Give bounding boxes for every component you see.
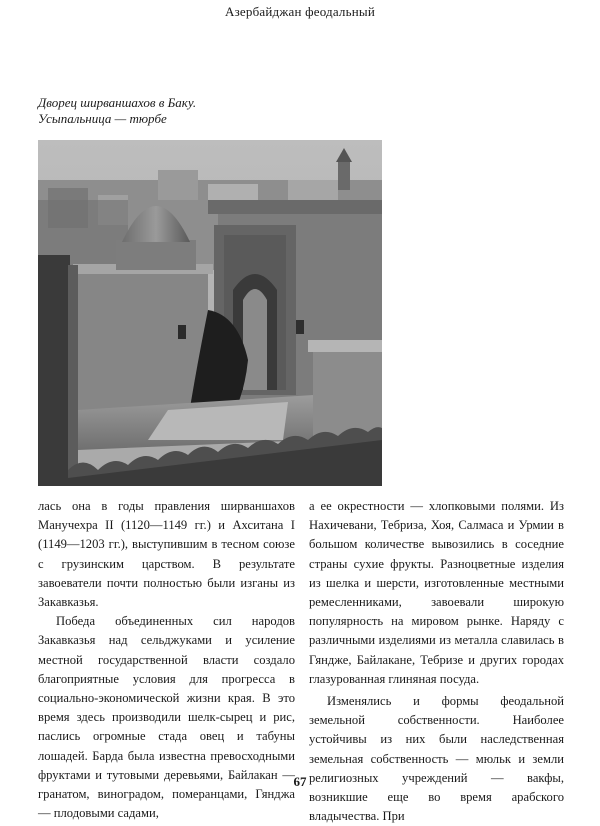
page-number: 67 [293,774,307,789]
figure-caption [38,95,196,127]
photo-illustration [38,140,382,486]
caption-line-2: Усыпальница — тюрбе [38,111,167,126]
paragraph: лась она в годы правления ширваншахов Манучехра II (1120—1149 гг.) и Ахситана I (1149—1203 гг.), выступившим в тесном союзе с грузинским царством. В результате завоеватели почти полностью были изганы из Закавказья. [38,499,295,610]
paragraph: Победа объединенных сил народов Закавказья над сельджуками и усиление местной государственной власти создало благоприятные условия для прогресса в социально-экономической жизни края. В это время здесь производили шелк-сырец и рис, паслись огромные стада овец и табуны лошадей. Барда была известна превосходными фруктами и тутовыми деревьями, Байлакан — гранатом, виноградом, померанцами, Гянджа — плодовыми садами, [38,614,295,821]
paragraph: Изменялись и формы феодальной земельной собственности. Наиболее устойчивы из них были наследственная земельная собственность — мюльк и земли религиозных учреждений — вакфы, возникшие еще во время арабского владычества. При [309,694,564,824]
mausoleum-photo [38,140,382,486]
caption-line-1: Дворец ширваншахов в Баку. [38,95,197,110]
paragraph: а ее окрестности — хлопковыми полями. Из Нахичевани, Тебриза, Хоя, Салмаса и Урмии в большом количестве вывозились в соседние страны сухие фрукты. Разноцветные изделия из шелка и шерсти, изготовленные местными ремесленниками, завоевали широкую популярность на мировом рынке. Наряду с различными изделиями из металла славилась в Гяндже, Байлакане, Тебризе и других городах глазурованная глиняная посуда. [309,499,564,686]
running-header: Азербайджан феодальный [225,4,375,19]
